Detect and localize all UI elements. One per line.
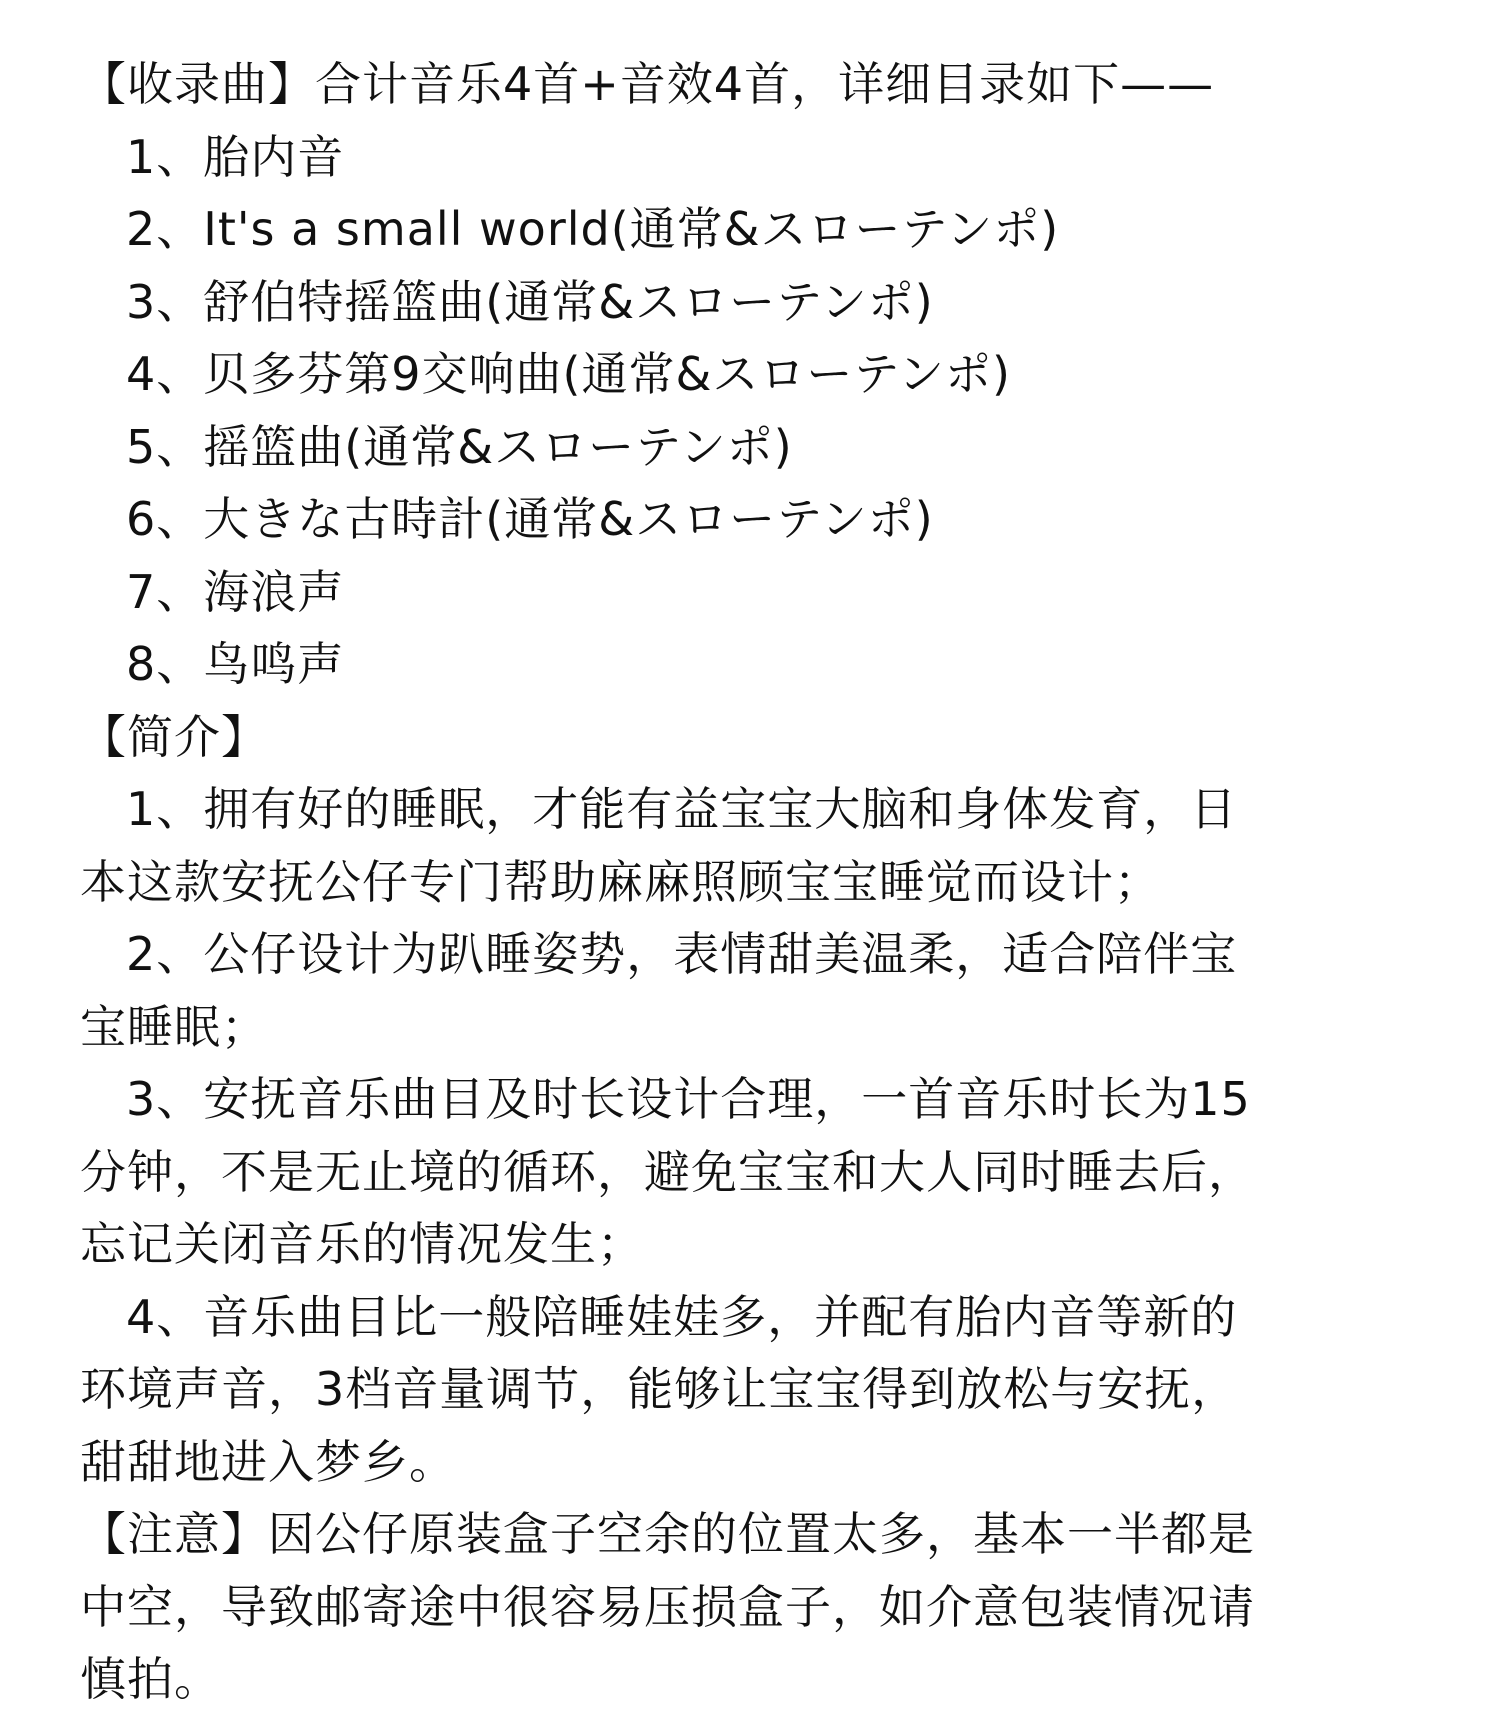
intro-paragraph-3: 3、安抚音乐曲目及时长设计合理，一首音乐时长为15分钟，不是无止境的循环，避免宝宝和大人同时睡去后，忘记关闭音乐的情况发生； [80,1072,1255,1271]
intro-paragraph-4: 4、音乐曲目比一般陪睡娃娃多，并配有胎内音等新的环境声音，3档音量调节，能够让宝宝得到放松与安抚，甜甜地进入梦乡。 [80,1289,1239,1489]
tracks-heading: 【收录曲】合计音乐4首+音效4首，详细目录如下—— [80,57,1215,111]
intro-paragraph-2: 2、公仔设计为趴睡姿势，表情甜美温柔，适合陪伴宝宝睡眠； [80,927,1238,1054]
track-item-4: 4、贝多芬第9交响曲(通常&スローテンポ) [126,347,1011,401]
product-description [80,48,1380,1716]
track-item-7: 7、海浪声 [126,564,345,619]
track-item-8: 8、鸟鸣声 [126,637,345,691]
intro-heading: 【简介】 [80,709,268,764]
track-item-1: 1、胎内音 [126,129,345,184]
track-item-3: 3、舒伯特摇篮曲(通常&スローテンポ) [126,274,934,329]
track-item-2: 2、It's a small world(通常&スローテンポ) [126,202,1060,256]
track-item-5: 5、摇篮曲(通常&スローテンポ) [126,419,793,474]
intro-paragraph-1: 1、拥有好的睡眠，才能有益宝宝大脑和身体发育，日本这款安抚公仔专门帮助麻麻照顾宝宝睡觉而设计； [80,782,1238,909]
notice-paragraph: 【注意】因公仔原装盒子空余的位置太多，基本一半都是中空，导致邮寄途中很容易压损盒子，如介意包装情况请慎拍。 [80,1507,1255,1706]
track-item-6: 6、大きな古時計(通常&スローテンポ) [126,492,934,546]
